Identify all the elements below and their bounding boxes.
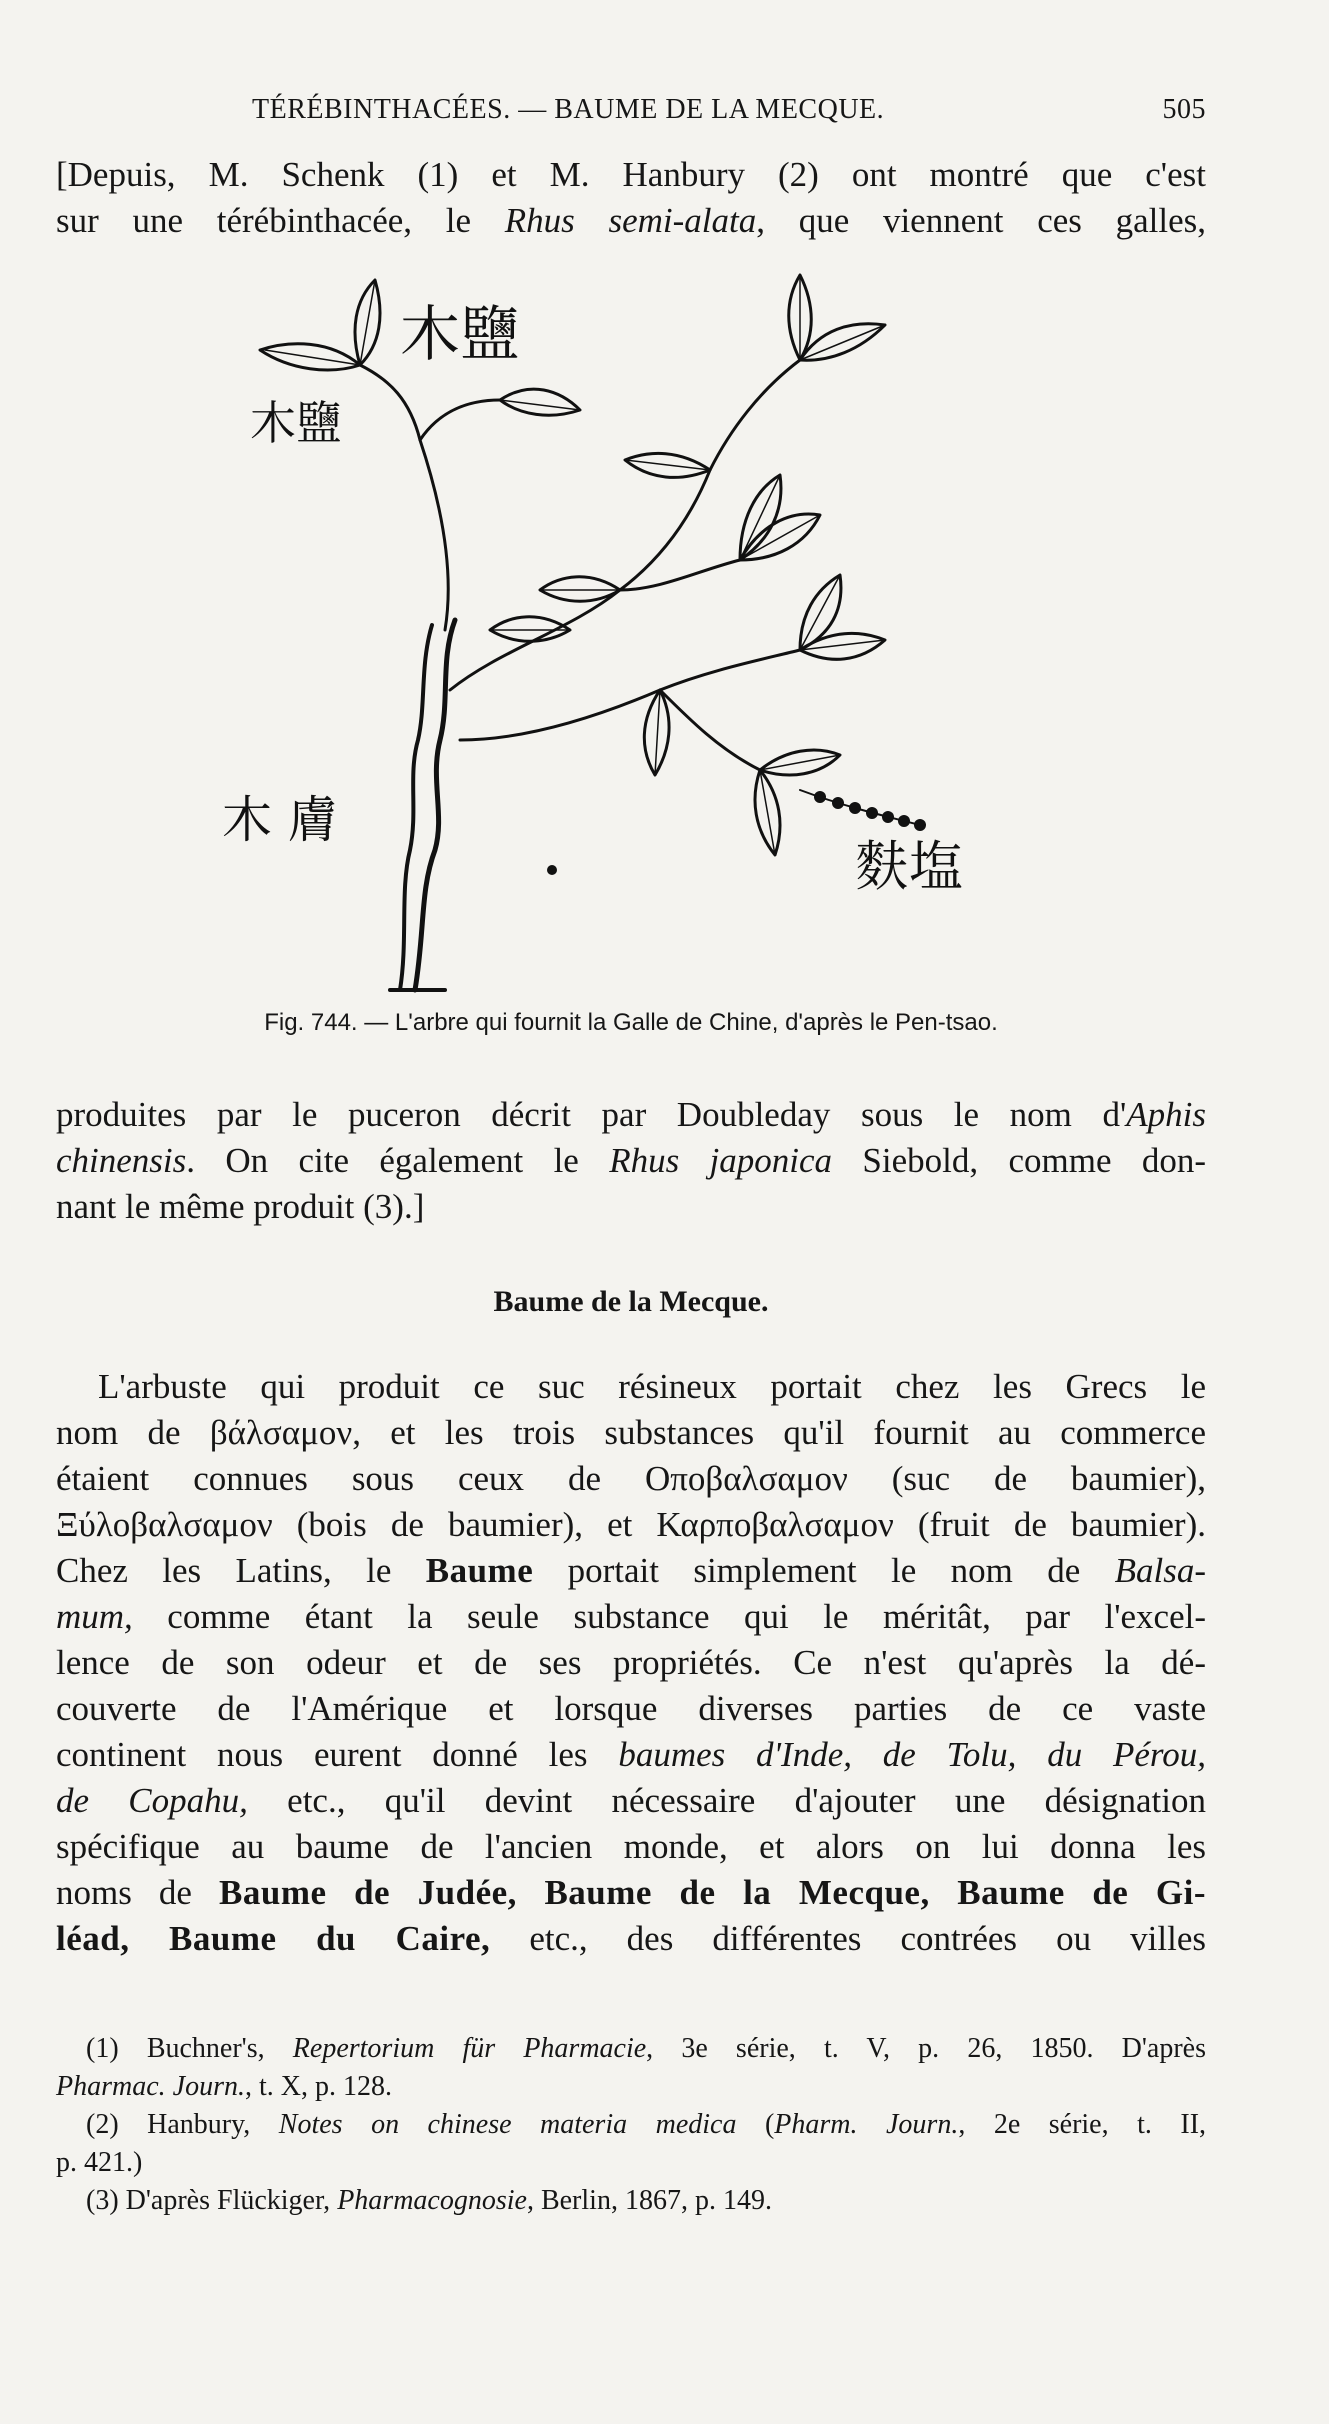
body-line-9 xyxy=(56,1732,1206,1778)
body-line-11 xyxy=(56,1824,1206,1870)
body-text: portait simplement le nom de xyxy=(533,1551,1115,1590)
footnote-title: Repertorium für Pharmacie xyxy=(292,2033,647,2064)
body-line-3 xyxy=(56,1456,1206,1502)
footnote-text: (2) Hanbury, xyxy=(86,2109,279,2140)
body-line-10 xyxy=(56,1778,1206,1824)
italic-term: baumes d'Inde, de Tolu, du Pérou, xyxy=(618,1735,1206,1774)
body-line-13 xyxy=(56,1916,1206,1962)
body-text: nom de xyxy=(56,1413,210,1452)
section-heading: Baume de la Mecque. xyxy=(493,1285,769,1318)
footnote-text: , 3e série, t. V, p. 26, 1850. D'après xyxy=(646,2033,1206,2064)
species-name: chinensis xyxy=(56,1141,187,1180)
body-text: Siebold, comme don- xyxy=(832,1141,1207,1180)
after-figure-line-1 xyxy=(56,1092,1206,1138)
page-number: 505 xyxy=(1162,94,1206,125)
after-figure-line-2 xyxy=(56,1138,1206,1184)
body-line-7 xyxy=(56,1640,1206,1686)
body-text: étaient connues sous ceux de xyxy=(56,1459,645,1498)
body-line-1 xyxy=(56,1364,1206,1410)
body-text: couverte de l'Amérique et lorsque diverses parties de ce vaste xyxy=(56,1689,1206,1728)
latin-term: mum, xyxy=(56,1597,133,1636)
footnote-1-line-2 xyxy=(56,2068,1206,2106)
figure-glyph: 木鹽 xyxy=(250,396,342,450)
footnote-2-line-1 xyxy=(56,2106,1206,2144)
figure-glyph: 麩塩 xyxy=(855,835,963,898)
body-text: etc., des différentes contrées ou villes xyxy=(490,1919,1206,1958)
body-line-5 xyxy=(56,1548,1206,1594)
italic-term: de Copahu, xyxy=(56,1781,248,1820)
greek-term: Καρποβαλσαμον xyxy=(656,1505,894,1544)
greek-term: Ξύλοβαλσαμον xyxy=(56,1505,273,1544)
body-text: Chez les Latins, le xyxy=(56,1551,426,1590)
footnote-text: (3) D'après Flückiger, xyxy=(86,2185,338,2216)
body-text: L'arbuste qui produit ce suc résineux portait chez les Grecs le xyxy=(98,1367,1206,1406)
body-text: continent nous eurent donné les xyxy=(56,1735,619,1774)
footnote-title: Pharm. Journ. xyxy=(774,2109,959,2140)
footnote-text: p. 421.) xyxy=(56,2147,143,2178)
body-text: . On cite également le xyxy=(186,1141,610,1180)
intro-text: sur une térébinthacée, le xyxy=(56,201,505,240)
footnote-text: ( xyxy=(736,2109,775,2140)
species-name: Rhus japonica xyxy=(609,1141,833,1180)
footnote-title: Pharmac. Journ. xyxy=(56,2071,245,2102)
body-line-2 xyxy=(56,1410,1206,1456)
figure-glyph: 木 膚 xyxy=(222,791,338,849)
footnote-3 xyxy=(56,2182,1206,2220)
body-line-6 xyxy=(56,1594,1206,1640)
footnote-text: (1) Buchner's, xyxy=(86,2033,293,2064)
body-text: (bois de baumier), et xyxy=(272,1505,657,1544)
species-name: Aphis xyxy=(1126,1095,1206,1134)
footnote-title: Notes on chinese materia medica xyxy=(278,2109,737,2140)
body-text: etc., qu'il devint nécessaire d'ajouter une désignation xyxy=(247,1781,1206,1820)
body-text: (fruit de baumier). xyxy=(893,1505,1206,1544)
intro-text: , que viennent ces galles, xyxy=(756,201,1206,240)
figure-glyph: 木鹽 xyxy=(400,300,520,370)
intro-line-1 xyxy=(56,152,1206,198)
running-head xyxy=(56,94,1206,134)
species-name: Rhus semi-alata xyxy=(504,201,757,240)
greek-term: Οποβαλσαμον xyxy=(644,1459,848,1498)
footnote-text: , t. X, p. 128. xyxy=(244,2071,392,2102)
body-text: (suc de baumier), xyxy=(847,1459,1206,1498)
running-title: TÉRÉBINTHACÉES. — BAUME DE LA MECQUE. xyxy=(252,94,885,125)
footnote-text: , Berlin, 1867, p. 149. xyxy=(526,2185,772,2216)
body-text: noms de xyxy=(56,1873,220,1912)
body-text: , et les trois substances qu'il fournit au commerce xyxy=(352,1413,1207,1452)
greek-term: βάλσαμον xyxy=(209,1413,353,1452)
body-text: comme étant la seule substance qui le méritât, par l'excel- xyxy=(132,1597,1206,1636)
body-line-4 xyxy=(56,1502,1206,1548)
bold-term: Baume de Judée, Baume de la Mecque, Baume de Gi- xyxy=(219,1873,1206,1912)
footnote-title: Pharmacognosie xyxy=(337,2185,527,2216)
body-line-12 xyxy=(56,1870,1206,1916)
bold-term: Baume xyxy=(425,1551,534,1590)
body-line-8 xyxy=(56,1686,1206,1732)
intro-text: [Depuis, M. Schenk (1) et M. Hanbury (2) ont montré que c'est xyxy=(56,155,1206,194)
body-text: nant le même produit (3).] xyxy=(56,1187,425,1226)
footnote-1-line-1 xyxy=(56,2030,1206,2068)
body-text: lence de son odeur et de ses propriétés. Ce n'est qu'après la dé- xyxy=(56,1643,1206,1682)
body-text: spécifique au baume de l'ancien monde, et alors on lui donna les xyxy=(56,1827,1206,1866)
footnote-2-line-2 xyxy=(56,2144,1206,2182)
figure-caption: Fig. 744. — L'arbre qui fournit la Galle de Chine, d'après le Pen-tsao. xyxy=(264,1009,998,1036)
bold-term: léad, Baume du Caire, xyxy=(56,1919,491,1958)
after-figure-line-3 xyxy=(56,1184,1206,1230)
intro-line-2 xyxy=(56,198,1206,244)
latin-term: Balsa- xyxy=(1114,1551,1206,1590)
footnote-text: , 2e série, t. II, xyxy=(958,2109,1207,2140)
body-text: produites par le puceron décrit par Doubleday sous le nom d' xyxy=(56,1095,1127,1134)
